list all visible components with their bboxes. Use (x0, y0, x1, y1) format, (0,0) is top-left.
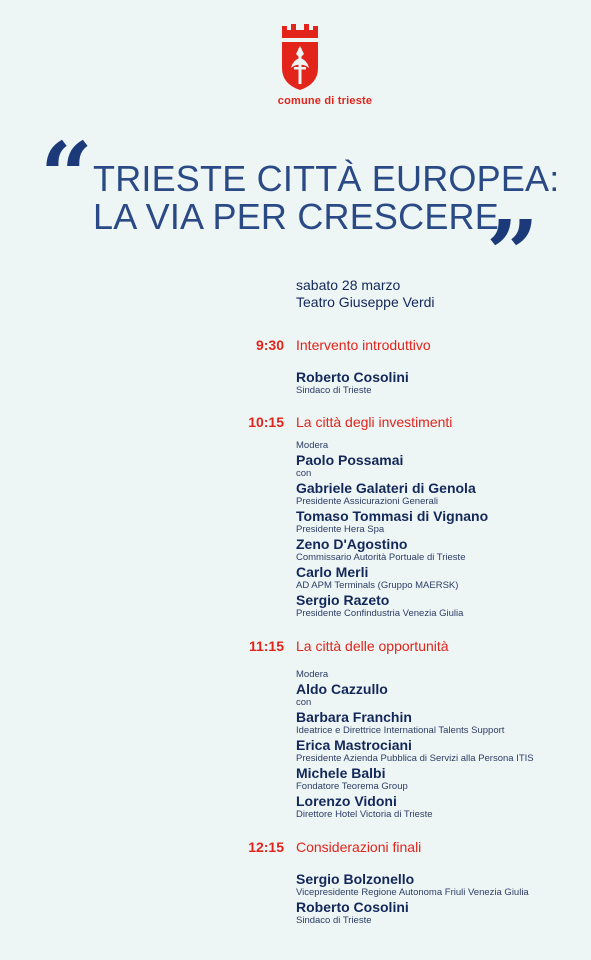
speaker-name: Gabriele Galateri di Genola (296, 480, 476, 496)
close-quote-mark: ” (486, 200, 539, 308)
event-title-line-1: TRIESTE CITTÀ EUROPEA: (93, 158, 560, 199)
session-title: Intervento introduttivo (296, 337, 431, 353)
speaker-name: Michele Balbi (296, 765, 386, 781)
speaker-role: Sindaco di Trieste (296, 915, 372, 926)
session-time: 9:30 (255, 337, 284, 353)
event-date: sabato 28 marzo (296, 277, 401, 293)
speaker-role: AD APM Terminals (Gruppo MAERSK) (296, 580, 459, 591)
event-venue: Teatro Giuseppe Verdi (296, 294, 435, 310)
speaker-role: Presidente Azienda Pubblica di Servizi alla Persona ITIS (296, 753, 534, 764)
speaker-name: Carlo Merli (296, 564, 369, 580)
session-time: 12:15 (248, 839, 284, 855)
session-title: Considerazioni finali (296, 839, 422, 855)
with-label: con (296, 468, 312, 479)
session-title: La città delle opportunità (296, 638, 449, 654)
session-speakers (296, 871, 529, 927)
speaker-role: Vicepresidente Regione Autonoma Friuli Venezia Giulia (296, 887, 529, 898)
speaker-name: Lorenzo Vidoni (296, 793, 397, 809)
speaker-name: Sergio Bolzonello (296, 871, 415, 887)
moderator-label: Modera (296, 669, 329, 680)
speaker-role: Sindaco di Trieste (296, 385, 372, 396)
speaker-name: Tomaso Tommasi di Vignano (296, 508, 489, 524)
speaker-role: Fondatore Teorema Group (296, 781, 408, 792)
speaker-role: Presidente Confindustria Venezia Giulia (296, 608, 464, 619)
open-quote-mark: “ (40, 122, 93, 230)
session-time: 10:15 (248, 414, 284, 430)
moderator-name: Aldo Cazzullo (296, 681, 388, 697)
speaker-role: Presidente Assicurazioni Generali (296, 496, 439, 507)
session-speakers (296, 369, 409, 397)
session-title: La città degli investimenti (296, 414, 453, 430)
speaker-name: Sergio Razeto (296, 592, 390, 608)
speaker-name: Erica Mastrociani (296, 737, 412, 753)
session-time: 11:15 (248, 638, 284, 654)
comune-trieste-crest-logo (279, 20, 321, 92)
speaker-name: Barbara Franchin (296, 709, 412, 725)
moderator-label: Modera (296, 440, 329, 451)
speaker-role: Presidente Hera Spa (296, 524, 385, 535)
speaker-name: Zeno D'Agostino (296, 536, 408, 552)
speaker-role: Ideatrice e Direttrice International Talents Support (296, 725, 505, 736)
session-speakers (296, 669, 534, 821)
speaker-role: Commissario Autorità Portuale di Trieste (296, 552, 466, 563)
event-title-line-2: LA VIA PER CRESCERE (93, 196, 499, 237)
session-speakers (296, 440, 488, 620)
speaker-name: Roberto Cosolini (296, 899, 409, 915)
speaker-name: Roberto Cosolini (296, 369, 409, 385)
with-label: con (296, 697, 312, 708)
speaker-role: Direttore Hotel Victoria di Trieste (296, 809, 433, 820)
moderator-name: Paolo Possamai (296, 452, 404, 468)
organization-name: comune di trieste (277, 95, 373, 107)
event-info (296, 277, 435, 311)
